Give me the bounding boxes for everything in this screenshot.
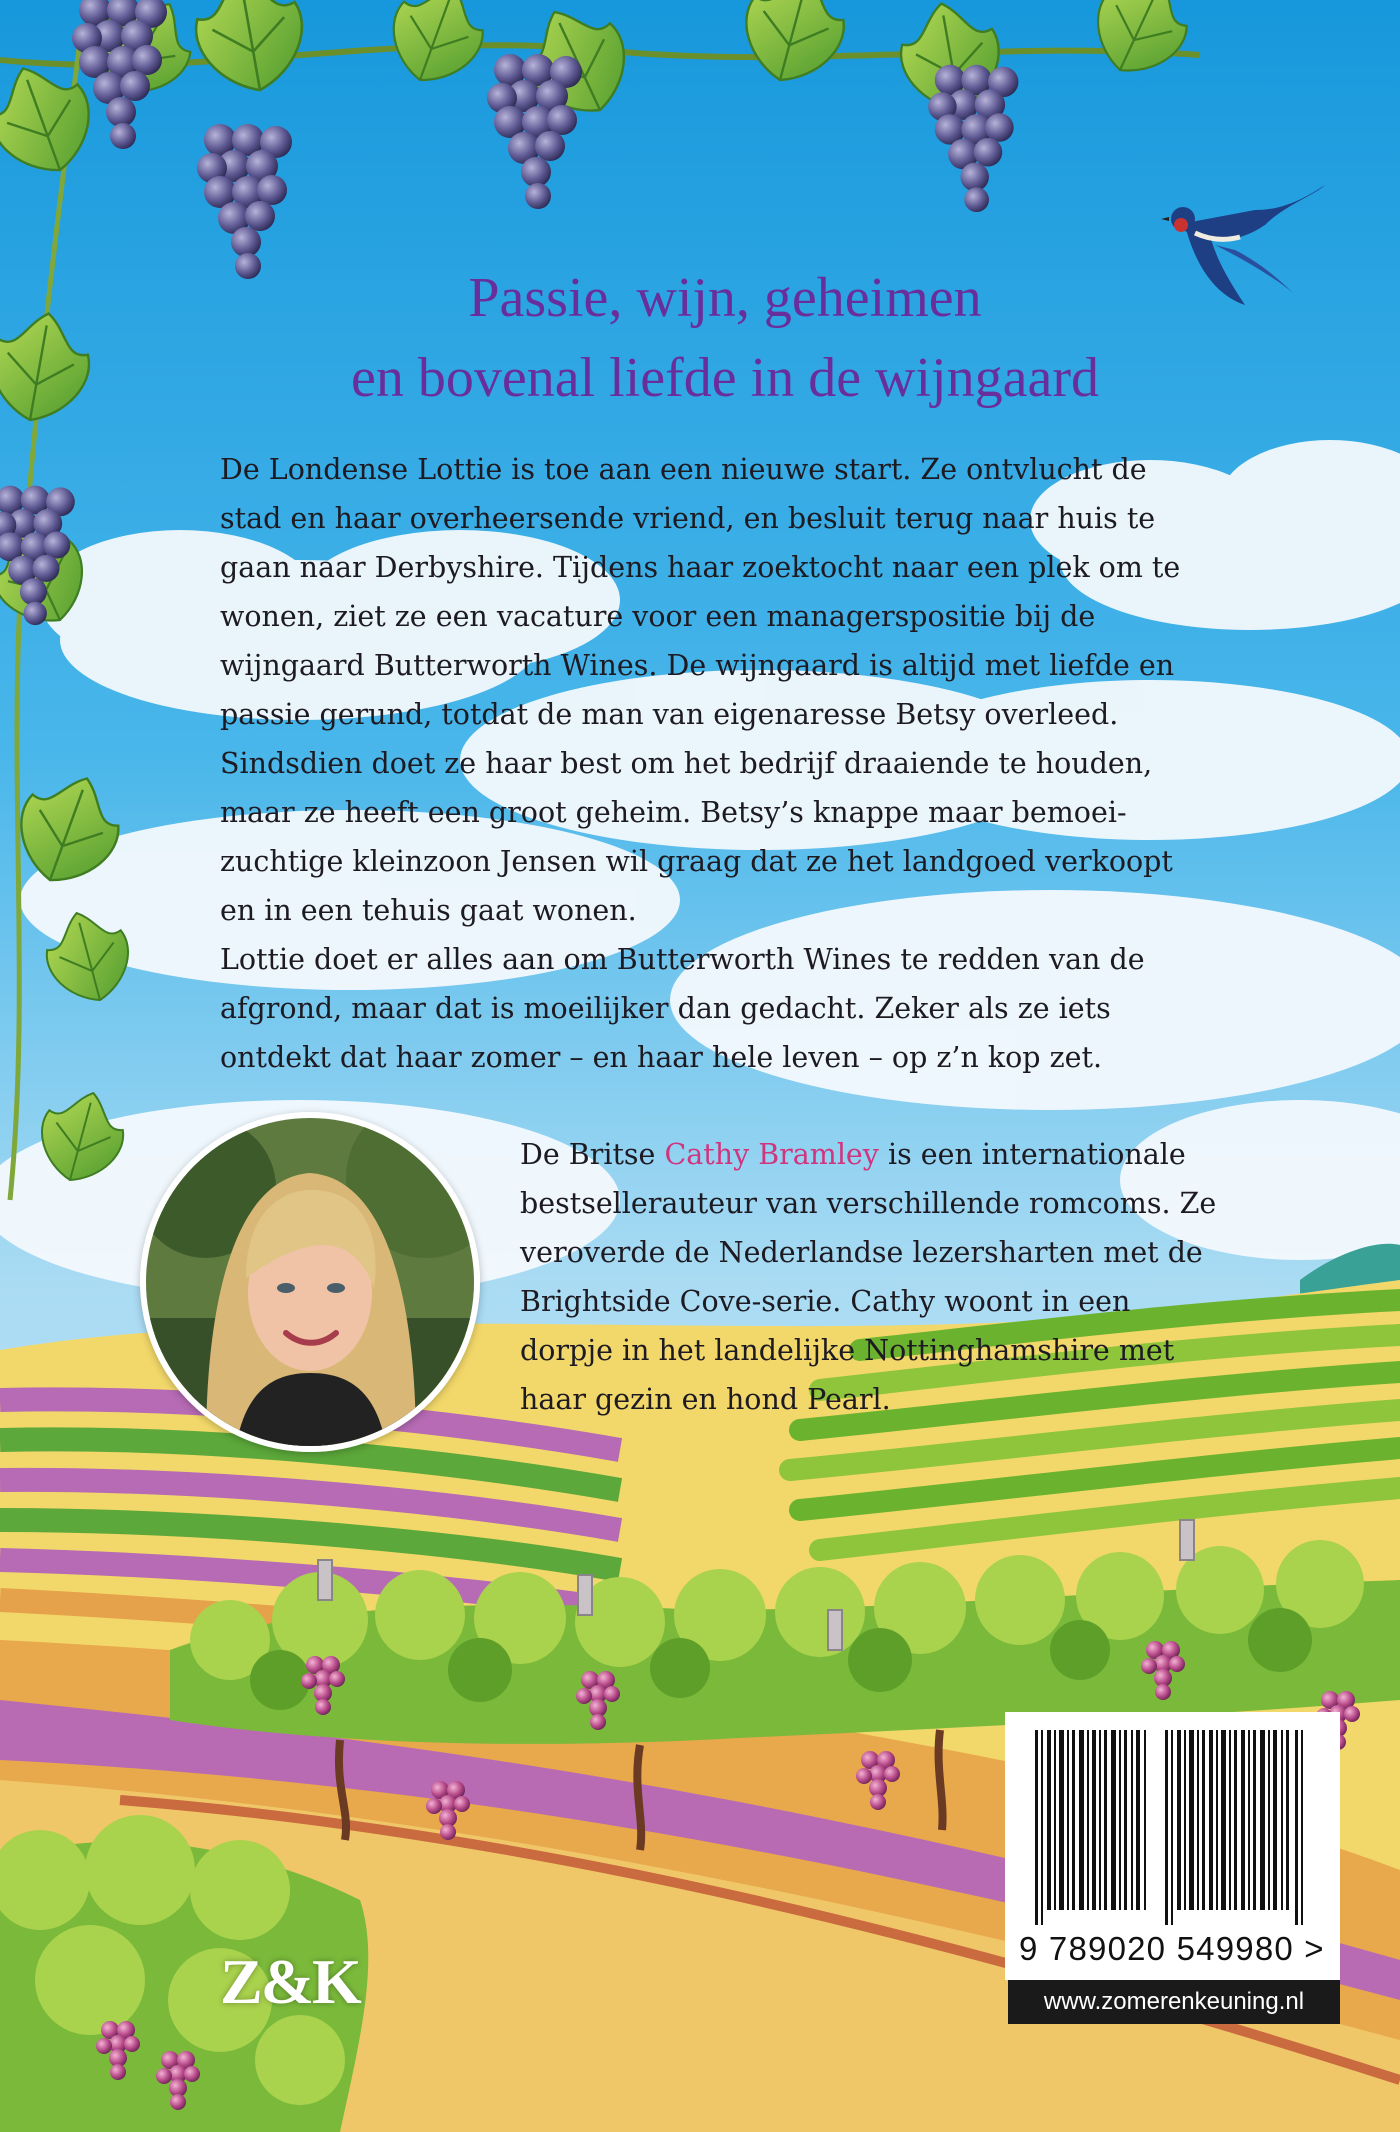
tagline-line-2: en bovenal liefde in de wijngaard <box>351 347 1099 409</box>
publisher-logo: Z&K <box>220 1946 360 2017</box>
publisher-website[interactable]: www.zomerenkeuning.nl <box>1008 1980 1340 2024</box>
author-bio <box>520 1130 1220 1424</box>
tagline <box>200 258 1250 418</box>
author-bio-intro: De Britse <box>520 1138 665 1171</box>
author-photo <box>140 1112 480 1452</box>
barcode <box>1005 1712 1340 1980</box>
blurb-paragraph-1: De Londense Lottie is toe aan een nieuwe start. Ze ontvlucht de stad en haar overheersende vriend, en besluit terug naar huis te gaan naar Derbyshire. Tijdens haar zoektocht naar een plek om te wonen, ziet ze een vacature voor een managerspositie bij de wijngaard Butterworth Wines. De wijngaard is altijd met liefde en passie gerund, totdat de man van eigenaresse Betsy overleed. Sindsdien doet ze haar best om het bedrijf draaiende te houden, maar ze heeft een groot geheim. Betsy’s knappe maar bemoeizuchtige kleinzoon Jensen wil graag dat ze het landgoed verkoopt en in een tehuis gaat wonen. <box>220 453 1181 927</box>
isbn-number: 9 789020 549980 > <box>1019 1930 1325 1967</box>
blurb-paragraph-2: Lottie doet er alles aan om Butterworth Wines te redden van de afgrond, maar dat is moeilijker dan gedacht. Zeker als ze iets ontdekt dat haar zomer – en haar hele leven – op z’n kop zet. <box>220 943 1145 1074</box>
author-bio-rest: is een internationale bestsellerauteur van verschillende romcoms. Ze veroverde de Nederlandse lezersharten met de Brightside Cove-serie. Cathy woont in een dorpje in het landelijke Nottinghamshire met haar gezin en hond Pearl. <box>520 1138 1217 1416</box>
book-blurb <box>220 445 1200 1082</box>
barcode-lines <box>1005 1712 1340 1927</box>
tagline-line-1: Passie, wijn, geheimen <box>468 267 982 329</box>
author-name: Cathy Bramley <box>664 1138 879 1171</box>
